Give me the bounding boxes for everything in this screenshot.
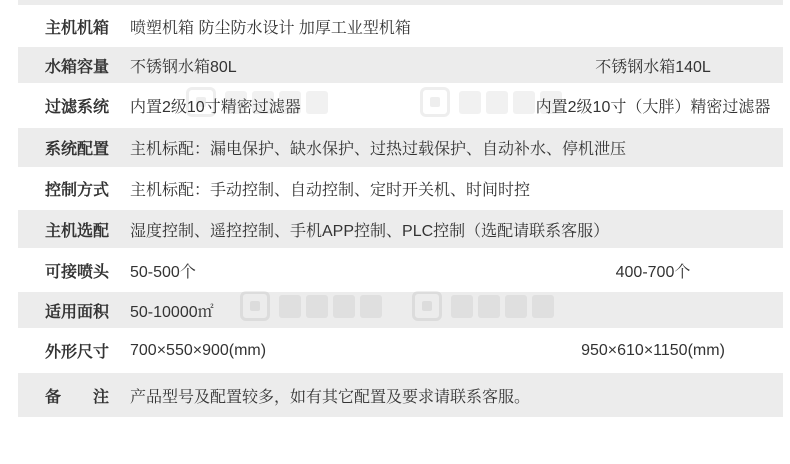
- row-label: 系统配置: [45, 141, 110, 158]
- row-value: 喷塑机箱 防尘防水设计 加厚工业型机箱: [130, 19, 411, 37]
- table-row: [18, 373, 783, 417]
- row-value: 湿度控制、遥控控制、手机APP控制、PLC控制（选配请联系客服）: [130, 222, 610, 240]
- row-value: 产品型号及配置较多，如有其它配置及要求请联系客服。: [130, 388, 531, 406]
- row-value-right: 950×610×1150(mm): [581, 341, 725, 359]
- table-row: [18, 292, 783, 328]
- row-value: 不锈钢水箱80L: [130, 58, 237, 76]
- table-row: [18, 248, 783, 292]
- row-label: 控制方式: [45, 182, 110, 199]
- table-row: [18, 328, 783, 373]
- table-row: [18, 128, 783, 167]
- row-value: 主机标配：手动控制、自动控制、定时开关机、时间时控: [130, 182, 531, 199]
- row-label: 过滤系统: [45, 99, 110, 116]
- row-value: 主机标配：漏电保护、缺水保护、过热过载保护、自动补水、停机泄压: [130, 141, 627, 158]
- row-value: 50-10000㎡: [130, 303, 214, 321]
- row-label: 适用面积: [45, 303, 110, 321]
- row-label: 主机机箱: [45, 19, 110, 37]
- row-label: 备 注: [45, 388, 110, 406]
- row-value-right: 400-700个: [615, 263, 691, 281]
- row-value: 50-500个: [130, 263, 196, 281]
- table-row: [18, 83, 783, 128]
- table-row: [18, 5, 783, 47]
- row-label: 主机选配: [45, 222, 110, 240]
- row-label: 可接喷头: [45, 263, 110, 281]
- row-value-right: 不锈钢水箱140L: [595, 58, 711, 76]
- table-row: [18, 210, 783, 248]
- row-value: 内置2级10寸精密过滤器: [130, 99, 301, 116]
- row-value-right: 内置2级10寸（大胖）精密过滤器: [535, 99, 771, 116]
- row-label: 外形尺寸: [45, 344, 110, 361]
- row-label: 水箱容量: [45, 58, 110, 76]
- table-row: [18, 167, 783, 210]
- table-row: [18, 47, 783, 83]
- row-value: 700×550×900(mm): [130, 341, 267, 359]
